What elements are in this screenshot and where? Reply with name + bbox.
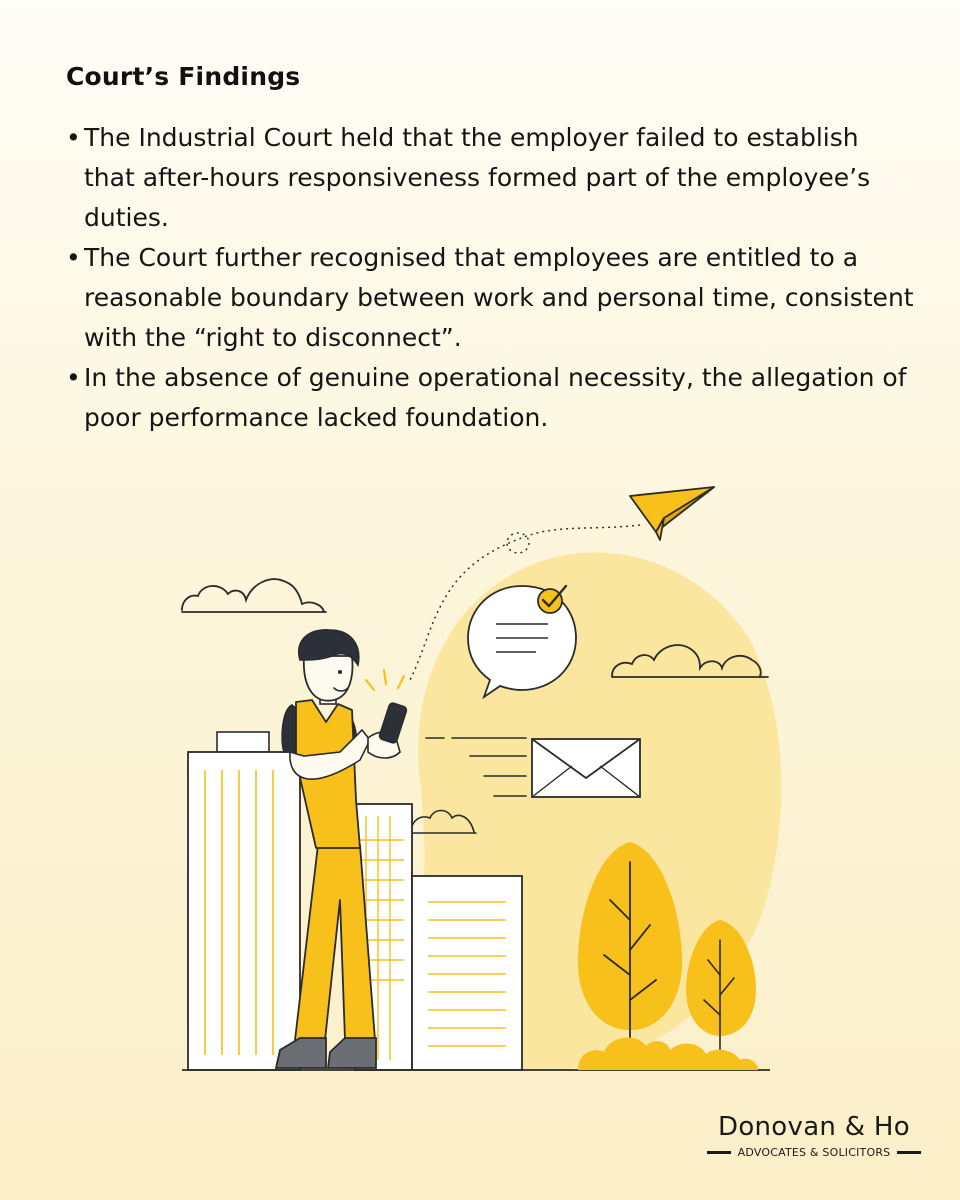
building-icon [188,732,300,1070]
notification-rays [366,670,404,690]
smartphone-icon [379,702,408,744]
page-title: Court’s Findings [66,62,301,91]
brand-tagline-row [700,1146,928,1159]
envelope-icon [532,739,640,797]
tagline-rule-right [897,1151,921,1154]
cloud-icon [182,579,326,612]
finding-text: In the absence of genuine operational necessity, the allegation of poor performance lacked foundation. [84,363,907,432]
bullet-marker: • [66,123,81,152]
finding-text: The Court further recognised that employees are entitled to a reasonable boundary between work and personal time, consistent with the “right to disconnect”. [84,243,914,352]
paper-plane-icon [630,487,714,540]
finding-text: The Industrial Court held that the employer failed to establish that after-hours responsiveness formed part of the employee’s duties. [84,123,871,232]
building-icon [412,876,522,1070]
brand-tagline: ADVOCATES & SOLICITORS [737,1146,891,1159]
tagline-rule-left [707,1151,731,1154]
brand-logo [700,1112,928,1159]
bullet-marker: • [66,363,81,392]
brand-name: Donovan & Ho [718,1112,910,1142]
bullet-marker: • [66,243,81,272]
